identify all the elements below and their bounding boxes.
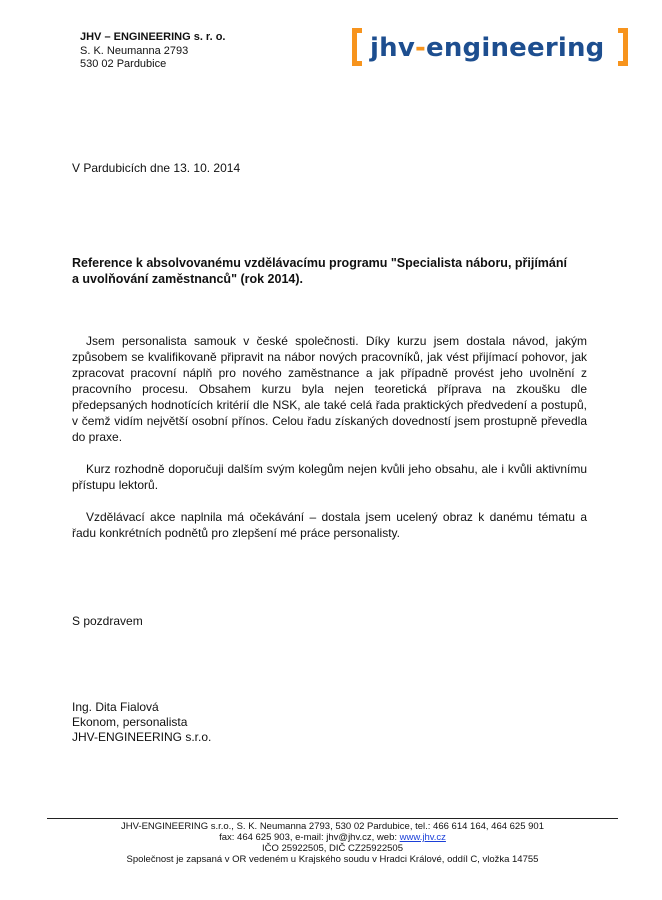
logo-text-dash: - — [414, 33, 426, 63]
sender-street: S. K. Neumanna 2793 — [80, 44, 189, 57]
sender-company: JHV – ENGINEERING s. r. o. — [80, 31, 226, 43]
footer-line-2 — [47, 832, 618, 843]
sender-address — [80, 31, 226, 72]
logo-right-bracket — [618, 28, 628, 66]
letter-footer — [47, 821, 618, 865]
letter-body — [72, 333, 587, 557]
signature-name: Ing. Dita Fialová — [72, 700, 159, 714]
logo-text — [370, 28, 604, 68]
logo-text-engineering: engineering — [425, 33, 605, 63]
sender-city: 530 02 Pardubice — [80, 58, 167, 70]
company-logo — [352, 28, 628, 68]
letter-closing: S pozdravem — [72, 614, 143, 628]
body-paragraph-1: Jsem personalista samouk v české společnosti. Díky kurzu jsem dostala návod, jakým způsobem se kvalifikovaně připravit na nábor nových pracovníků, jak vést přijímací pohovor, jak zpracovat pracovní náplň pro nového zaměstnance a jak případně provést jeho uvolnění z pracovního procesu. Obsahem kurzu byla nejen teoretická příprava na zkoušku dle předepsaných hodnotících kritérií dle NSK, ale také celá řada praktických předvedení a postupů, v čemž vidím největší osobní přínos. Celou řadu získaných dovedností jsem prostupně převedla do praxe. — [72, 334, 587, 444]
footer-divider — [47, 818, 618, 819]
body-paragraph-2: Kurz rozhodně doporučuji dalším svým kolegům nejen kvůli jeho obsahu, ale i kvůli aktivnímu přístupu lektorů. — [72, 462, 587, 492]
signature-block — [72, 700, 211, 745]
letter-subject: Reference k absolvovanému vzdělávacímu programu "Specialista náboru, přijímání a uvolňování zaměstnanců" (rok 2014). — [72, 256, 567, 286]
body-paragraph-3: Vzdělávací akce naplnila má očekávání – dostala jsem ucelený obraz k danému tématu a řadu konkrétních podnětů pro zlepšení mé práce personalisty. — [72, 510, 587, 540]
logo-left-bracket — [352, 28, 362, 66]
logo-text-jhv: jhv — [370, 33, 415, 63]
footer-line-4: Společnost je zapsaná v OR vedeném u Krajského soudu v Hradci Králové, oddíl C, vložka 14755 — [126, 854, 539, 865]
letter-date: V Pardubicích dne 13. 10. 2014 — [72, 161, 241, 175]
footer-line-3: IČO 25922505, DIČ CZ25922505 — [261, 843, 403, 854]
footer-line-1: JHV-ENGINEERING s.r.o., S. K. Neumanna 2793, 530 02 Pardubice, tel.: 466 614 164, 464 625 901 — [120, 821, 544, 832]
signature-company: JHV-ENGINEERING s.r.o. — [72, 730, 212, 744]
footer-web-link[interactable]: www.jhv.cz — [399, 832, 446, 843]
footer-contact: fax: 464 625 903, e-mail: jhv@jhv.cz, web: — [219, 832, 400, 843]
signature-role: Ekonom, personalista — [72, 715, 188, 729]
